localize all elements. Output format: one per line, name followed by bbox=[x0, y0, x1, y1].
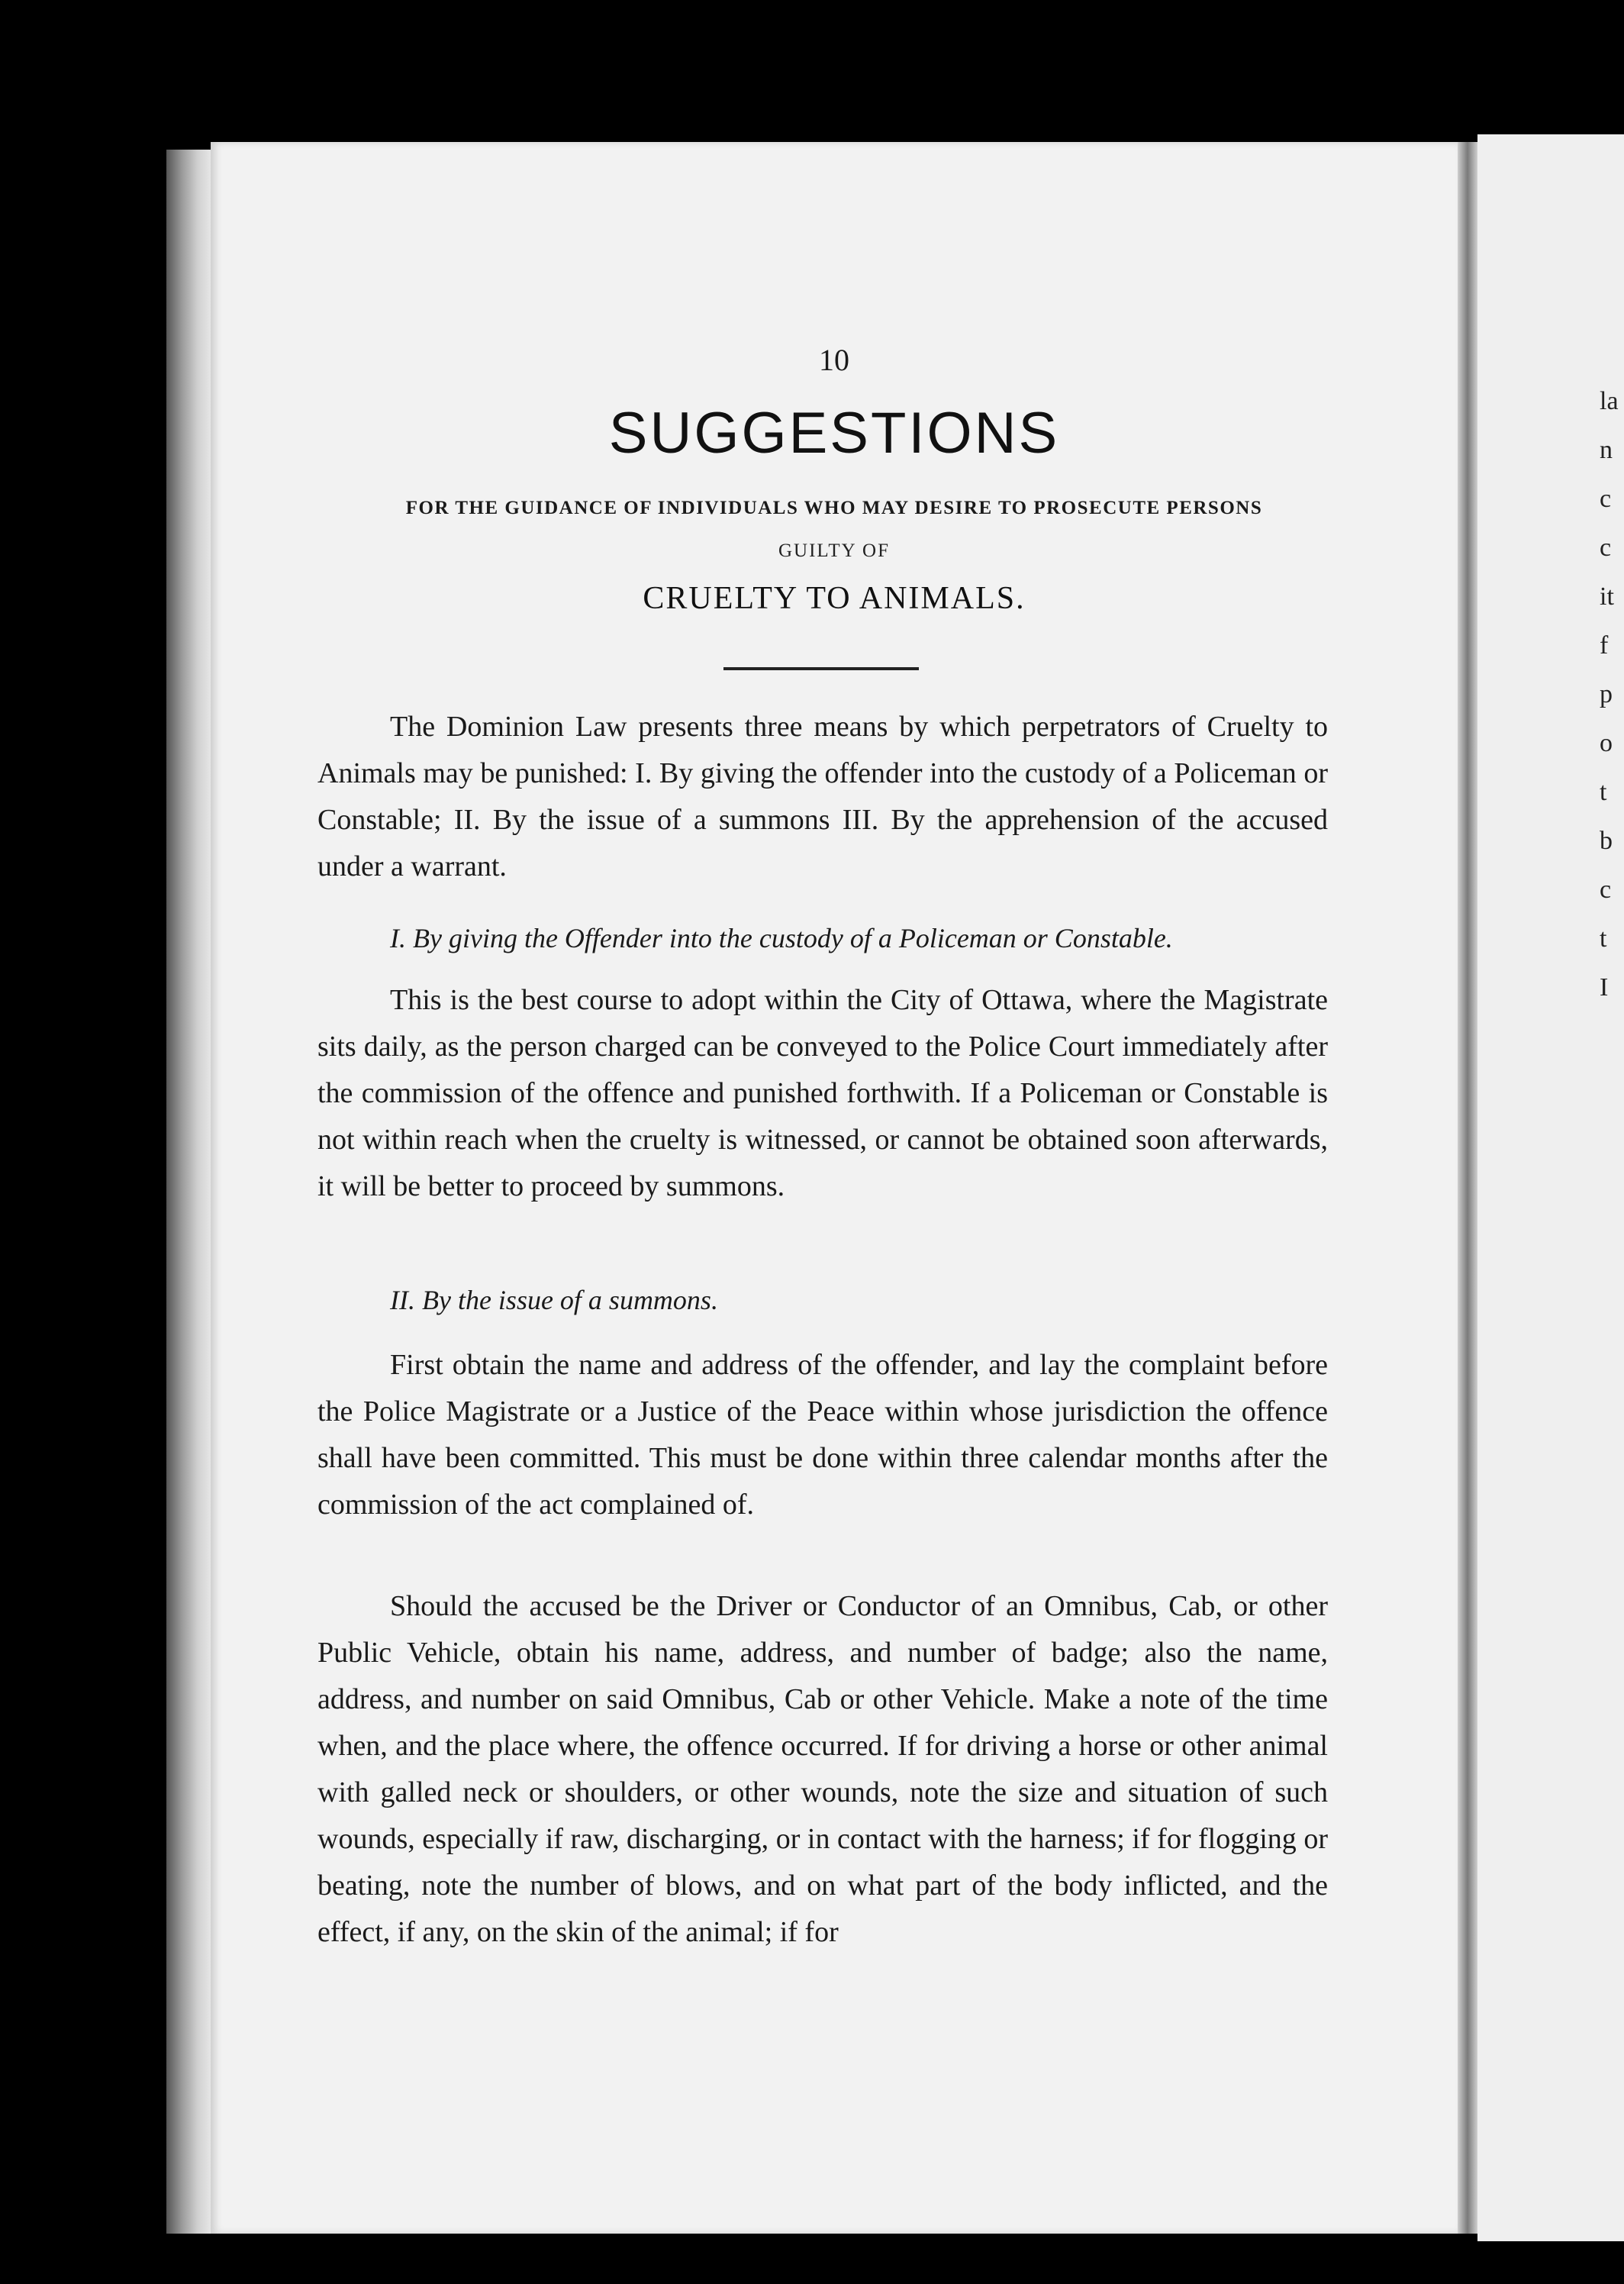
next-page-fragment: it bbox=[1600, 582, 1614, 611]
document-page bbox=[211, 142, 1458, 2234]
next-page-fragment: t bbox=[1600, 778, 1607, 806]
next-page-fragment: I bbox=[1600, 973, 1609, 1002]
next-page-fragment: o bbox=[1600, 729, 1613, 757]
paragraph-summons bbox=[317, 1342, 1328, 1528]
next-page-fragment: la bbox=[1600, 387, 1619, 415]
next-page-fragment: c bbox=[1600, 534, 1612, 562]
next-page-text bbox=[1600, 377, 1619, 1012]
next-page-fragment: f bbox=[1600, 631, 1609, 660]
next-page-fragment: c bbox=[1600, 876, 1612, 904]
section-heading: CRUELTY TO ANIMALS. bbox=[643, 581, 1026, 616]
paragraph-text: Should the accused be the Driver or Conductor of an Omnibus, Cab, or other Public Vehicle, obtain his name, address, and number of badge; also the name, address, and number on said Omnibus, Cab or other Vehicle. Make a note of the time when, and the place where, the offence occurred. If for driving a horse or other animal with galled neck or shoulders, or other wounds, note the size and situation of such wounds, especially if raw, discharging, or in contact with the harness; if for flogging or beating, note the number of blows, and on what part of the body inflicted, and the effect, if any, on the skin of the animal; if for bbox=[317, 1590, 1328, 1948]
paragraph-text: First obtain the name and address of the offender, and lay the complaint before the Police Magistrate or a Justice of the Peace within whose jurisdiction the offence shall have been committed. This must be done within three calendar months after the commission of the act complained of. bbox=[317, 1349, 1328, 1521]
next-page-fragment: b bbox=[1600, 827, 1613, 855]
divider-rule bbox=[723, 667, 919, 670]
next-page bbox=[1477, 134, 1624, 2241]
subheading-custody: I. By giving the Offender into the custody of a Policeman or Constable. bbox=[390, 923, 1173, 953]
paragraph-custody bbox=[317, 977, 1328, 1210]
next-page-fragment: n bbox=[1600, 436, 1613, 464]
subtitle-line-2: GUILTY OF bbox=[778, 540, 890, 561]
subheading-summons: II. By the issue of a summons. bbox=[390, 1285, 718, 1315]
page-edge bbox=[166, 150, 211, 2234]
paragraph-text: The Dominion Law presents three means by which perpetrators of Cruelty to Animals may be punished: I. By giving the offender into the custody of a Policeman or Constable; II. By the issue of a summons III. By the apprehension of the accused under a warrant. bbox=[317, 711, 1328, 882]
book-gutter bbox=[1458, 142, 1477, 2234]
page-number: 10 bbox=[819, 343, 849, 377]
page-title: SUGGESTIONS bbox=[608, 401, 1060, 466]
next-page-fragment: p bbox=[1600, 680, 1613, 708]
next-page-fragment: t bbox=[1600, 924, 1607, 953]
subtitle-line-1: FOR THE GUIDANCE OF INDIVIDUALS WHO MAY DESIRE TO PROSECUTE PERSONS bbox=[405, 498, 1263, 518]
next-page-fragment: c bbox=[1600, 485, 1612, 513]
paragraph-text: This is the best course to adopt within the City of Ottawa, where the Magistrate sits daily, as the person charged can be conveyed to the Police Court immediately after the commission of the offence and punished forthwith. If a Policeman or Constable is not within reach when the cruelty is witnessed, or cannot be obtained soon afterwards, it will be better to proceed by summons. bbox=[317, 984, 1328, 1202]
paragraph-intro bbox=[317, 704, 1328, 890]
paragraph-vehicle bbox=[317, 1583, 1328, 1956]
